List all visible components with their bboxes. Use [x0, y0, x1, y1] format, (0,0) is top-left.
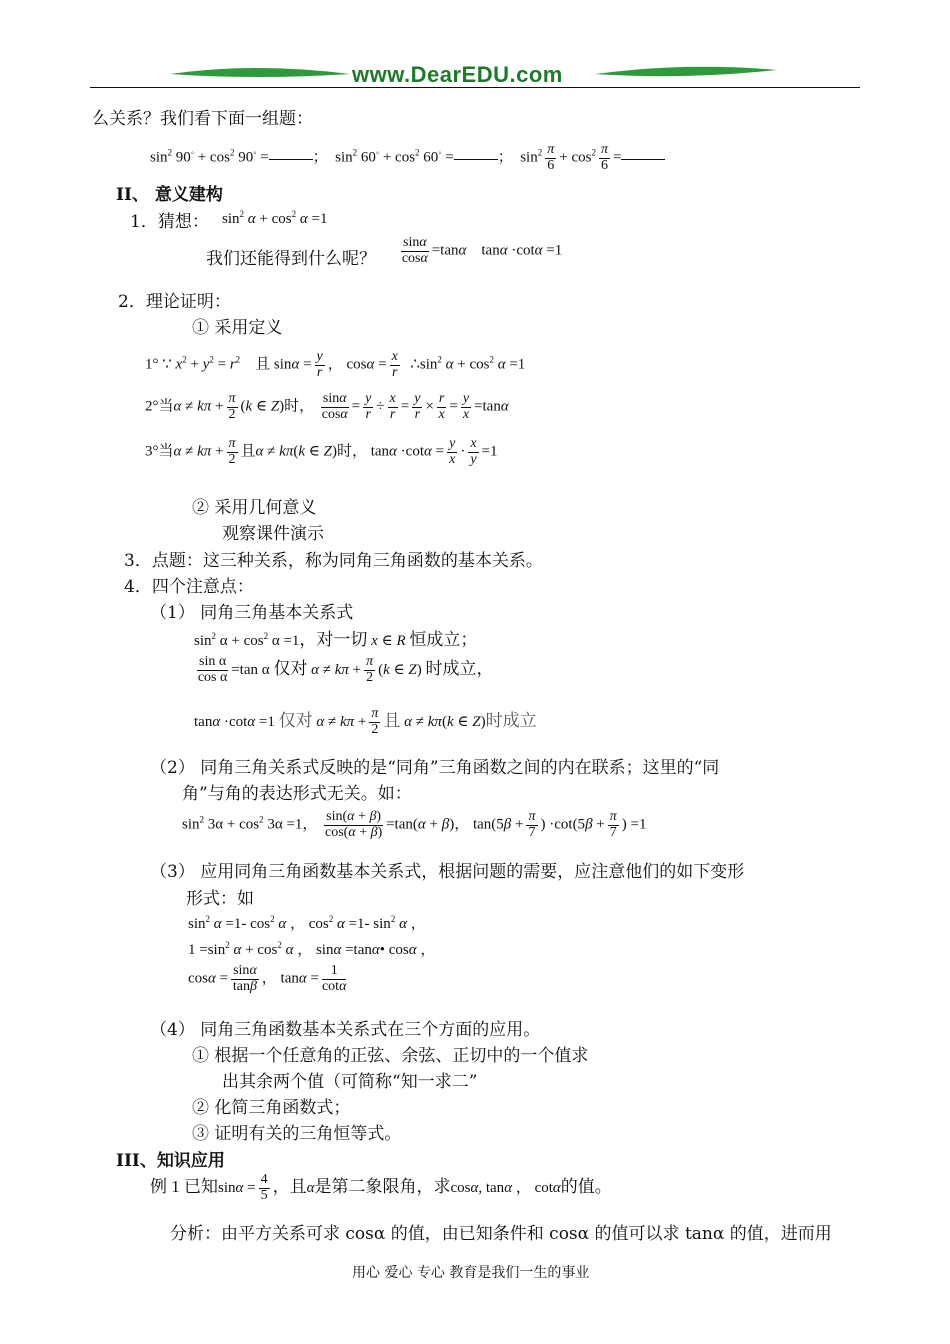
example-1-text-c: 是第二象限角，求 — [314, 1177, 451, 1196]
exercise-row: $\sin^2 90^◦ + \cos^2 90^◦$ = ； $\sin^2 60^◦ + \cos^2 60^◦$ = ； $\sin^2$ $\frac{\pi}{6}$ + $\cos^2$ $\frac{\pi}{6}$ = — [150, 143, 665, 173]
guess-equation: $\sin^2 \alpha + \cos^2 \alpha =1$ — [222, 209, 328, 227]
point-topic: 3．点题：这三种关系，称为同角三角函数的基本关系。 — [124, 551, 543, 571]
proof-step-1: 1° ∵ $x^2 + y^2 = r^2$ 且 sinα = $\frac{y}{r}$ ， cosα = $\frac{x}{r}$ $\therefore\sin^2$ $\alpha + \cos^2 \alpha =1$ — [145, 349, 526, 380]
geometry-method: ② 采用几何意义 — [192, 498, 317, 518]
example-1-text-b: ，且 — [272, 1177, 307, 1196]
example-1-text-a: 例 1 已知 — [150, 1177, 218, 1196]
note-3-formula-2: $1 =\sin^2$ $\alpha + \cos^2 \alpha$ ， sinα =tanα• cosα ， — [188, 940, 436, 958]
note-4-heading: （4） 同角三角函数基本关系式在三个方面的应用。 — [150, 1020, 541, 1040]
site-brand: www.DearEDU.com — [352, 62, 563, 87]
definition-method: ① 采用定义 — [192, 318, 283, 338]
intro-line: 么关系？我们看下面一组题： — [92, 109, 313, 129]
note-4-item-1b: 出其余两个值（可简称“知一求二” — [222, 1072, 478, 1092]
note-2-examples: $\sin^2 3\alpha + \cos^2 3\alpha =1$， $\frac{\sin(\alpha + \beta)}{\cos(\alpha + \beta)}$ =tan(α + β)， tan(5β + $\frac{\pi}{7}$ ) ·cot(5β + $\frac{\pi}{7}$ ) =1 — [182, 809, 647, 840]
note-1-text-c: 仅对 — [273, 659, 308, 678]
note-2-line-a: （2） 同角三角关系式反映的是“同角”三角函数之间的内在联系；这里的“同 — [150, 758, 720, 778]
note-4-item-1a: ① 根据一个任意角的正弦、余弦、正切中的一个值求 — [192, 1046, 589, 1066]
note-4-item-2: ② 化简三角函数式； — [192, 1098, 351, 1118]
note-3-line-b: 形式：如 — [186, 889, 254, 909]
example-1: 例 1 已知sinα = $\frac{4}{5}$ ，且α是第二象限角，求cosα, tanα ， cotα的值。 — [150, 1172, 612, 1204]
four-notes: 4．四个注意点： — [124, 577, 254, 597]
note-4-item-3: ③ 证明有关的三角恒等式。 — [192, 1124, 402, 1144]
note-3-line-a: （3） 应用同角三角函数基本关系式，根据问题的需要，应注意他们的如下变形 — [150, 862, 745, 882]
right-swoosh-icon — [595, 67, 777, 76]
note-2-line-b: 角”与角的表达形式无关。如： — [182, 784, 412, 804]
note-1-text-g: 时成立 — [485, 711, 537, 730]
note-1-line-b: $\frac{\text{sin α}}{\text{cos α}}$ =tan α 仅对 α ≠ kπ + $\frac{\pi}{2}$ (k ∈ Z) 时成立， — [197, 654, 494, 686]
proof-step-3: 3°当α ≠ kπ + $\frac{\pi}{2}$ 且α ≠ kπ(k ∈ Z)时， tanα ·cotα = $\frac{y}{x}$ · $\frac{x}{y}$ =1 — [145, 436, 498, 467]
footer-slogan: 用心 爱心 专心 教育是我们一生的事业 — [352, 1265, 590, 1281]
note-1-text-f: 且 — [383, 711, 401, 730]
left-swoosh-icon — [170, 68, 350, 77]
proof-label: 2．理论证明： — [118, 292, 231, 312]
more-question: 我们还能得到什么呢？ — [206, 249, 376, 269]
note-1-text-d: 时成立， — [425, 659, 494, 678]
proof-step-2: 2°当α ≠ kπ + $\frac{\pi}{2}$ (k ∈ Z)时， $\frac{\sin\alpha}{\cos\alpha}$ = $\frac{y}{r}$ ÷ $\frac{x}{r}$ = $\frac{y}{r}$ × $\frac{r}{x}$ = $\frac{y}{x}$ =tanα — [145, 391, 509, 422]
header-rule — [90, 87, 860, 88]
note-3-formula-1: $\sin^2 \alpha =1-$ $\cos^2 \alpha$ ， $\cos^2 \alpha =1-$ $\sin^2 \alpha$ ， — [188, 914, 426, 932]
analysis-line: 分析：由平方关系可求 cosα 的值，由已知条件和 cosα 的值可以求 tanα 的值，进而用 — [170, 1224, 832, 1244]
more-equations: $\frac{\sin\alpha}{\cos\alpha}$ =tanα tanα ·cotα =1 — [401, 235, 563, 266]
note-1-text-e: 仅对 — [278, 711, 313, 730]
section-3-heading: III、知识应用 — [116, 1151, 225, 1171]
note-1-line-c: tanα ·cotα =1 仅对 α ≠ kπ + $\frac{\pi}{2}$ 且 α ≠ kπ(k ∈ Z)时成立 — [194, 706, 537, 738]
courseware-demo: 观察课件演示 — [222, 524, 324, 544]
note-1-heading: （1） 同角三角基本关系式 — [150, 603, 354, 623]
note-1-text-a: ，对一切 — [299, 630, 368, 649]
guess-label: 1．猜想： — [130, 212, 209, 232]
note-1-line-a: $\sin^2 \alpha + \cos^2 \alpha =1$，对一切 x ∈ R 恒成立； — [194, 630, 478, 649]
note-1-text-b: 恒成立； — [409, 630, 478, 649]
example-1-text-d: 的值。 — [560, 1177, 612, 1196]
note-3-formula-3: cosα = $\frac{\sin\alpha}{\tan\beta}$ ， tanα = $\frac{1}{\cot\alpha}$ — [188, 963, 347, 994]
section-2-heading: II、 意义建构 — [116, 185, 223, 205]
